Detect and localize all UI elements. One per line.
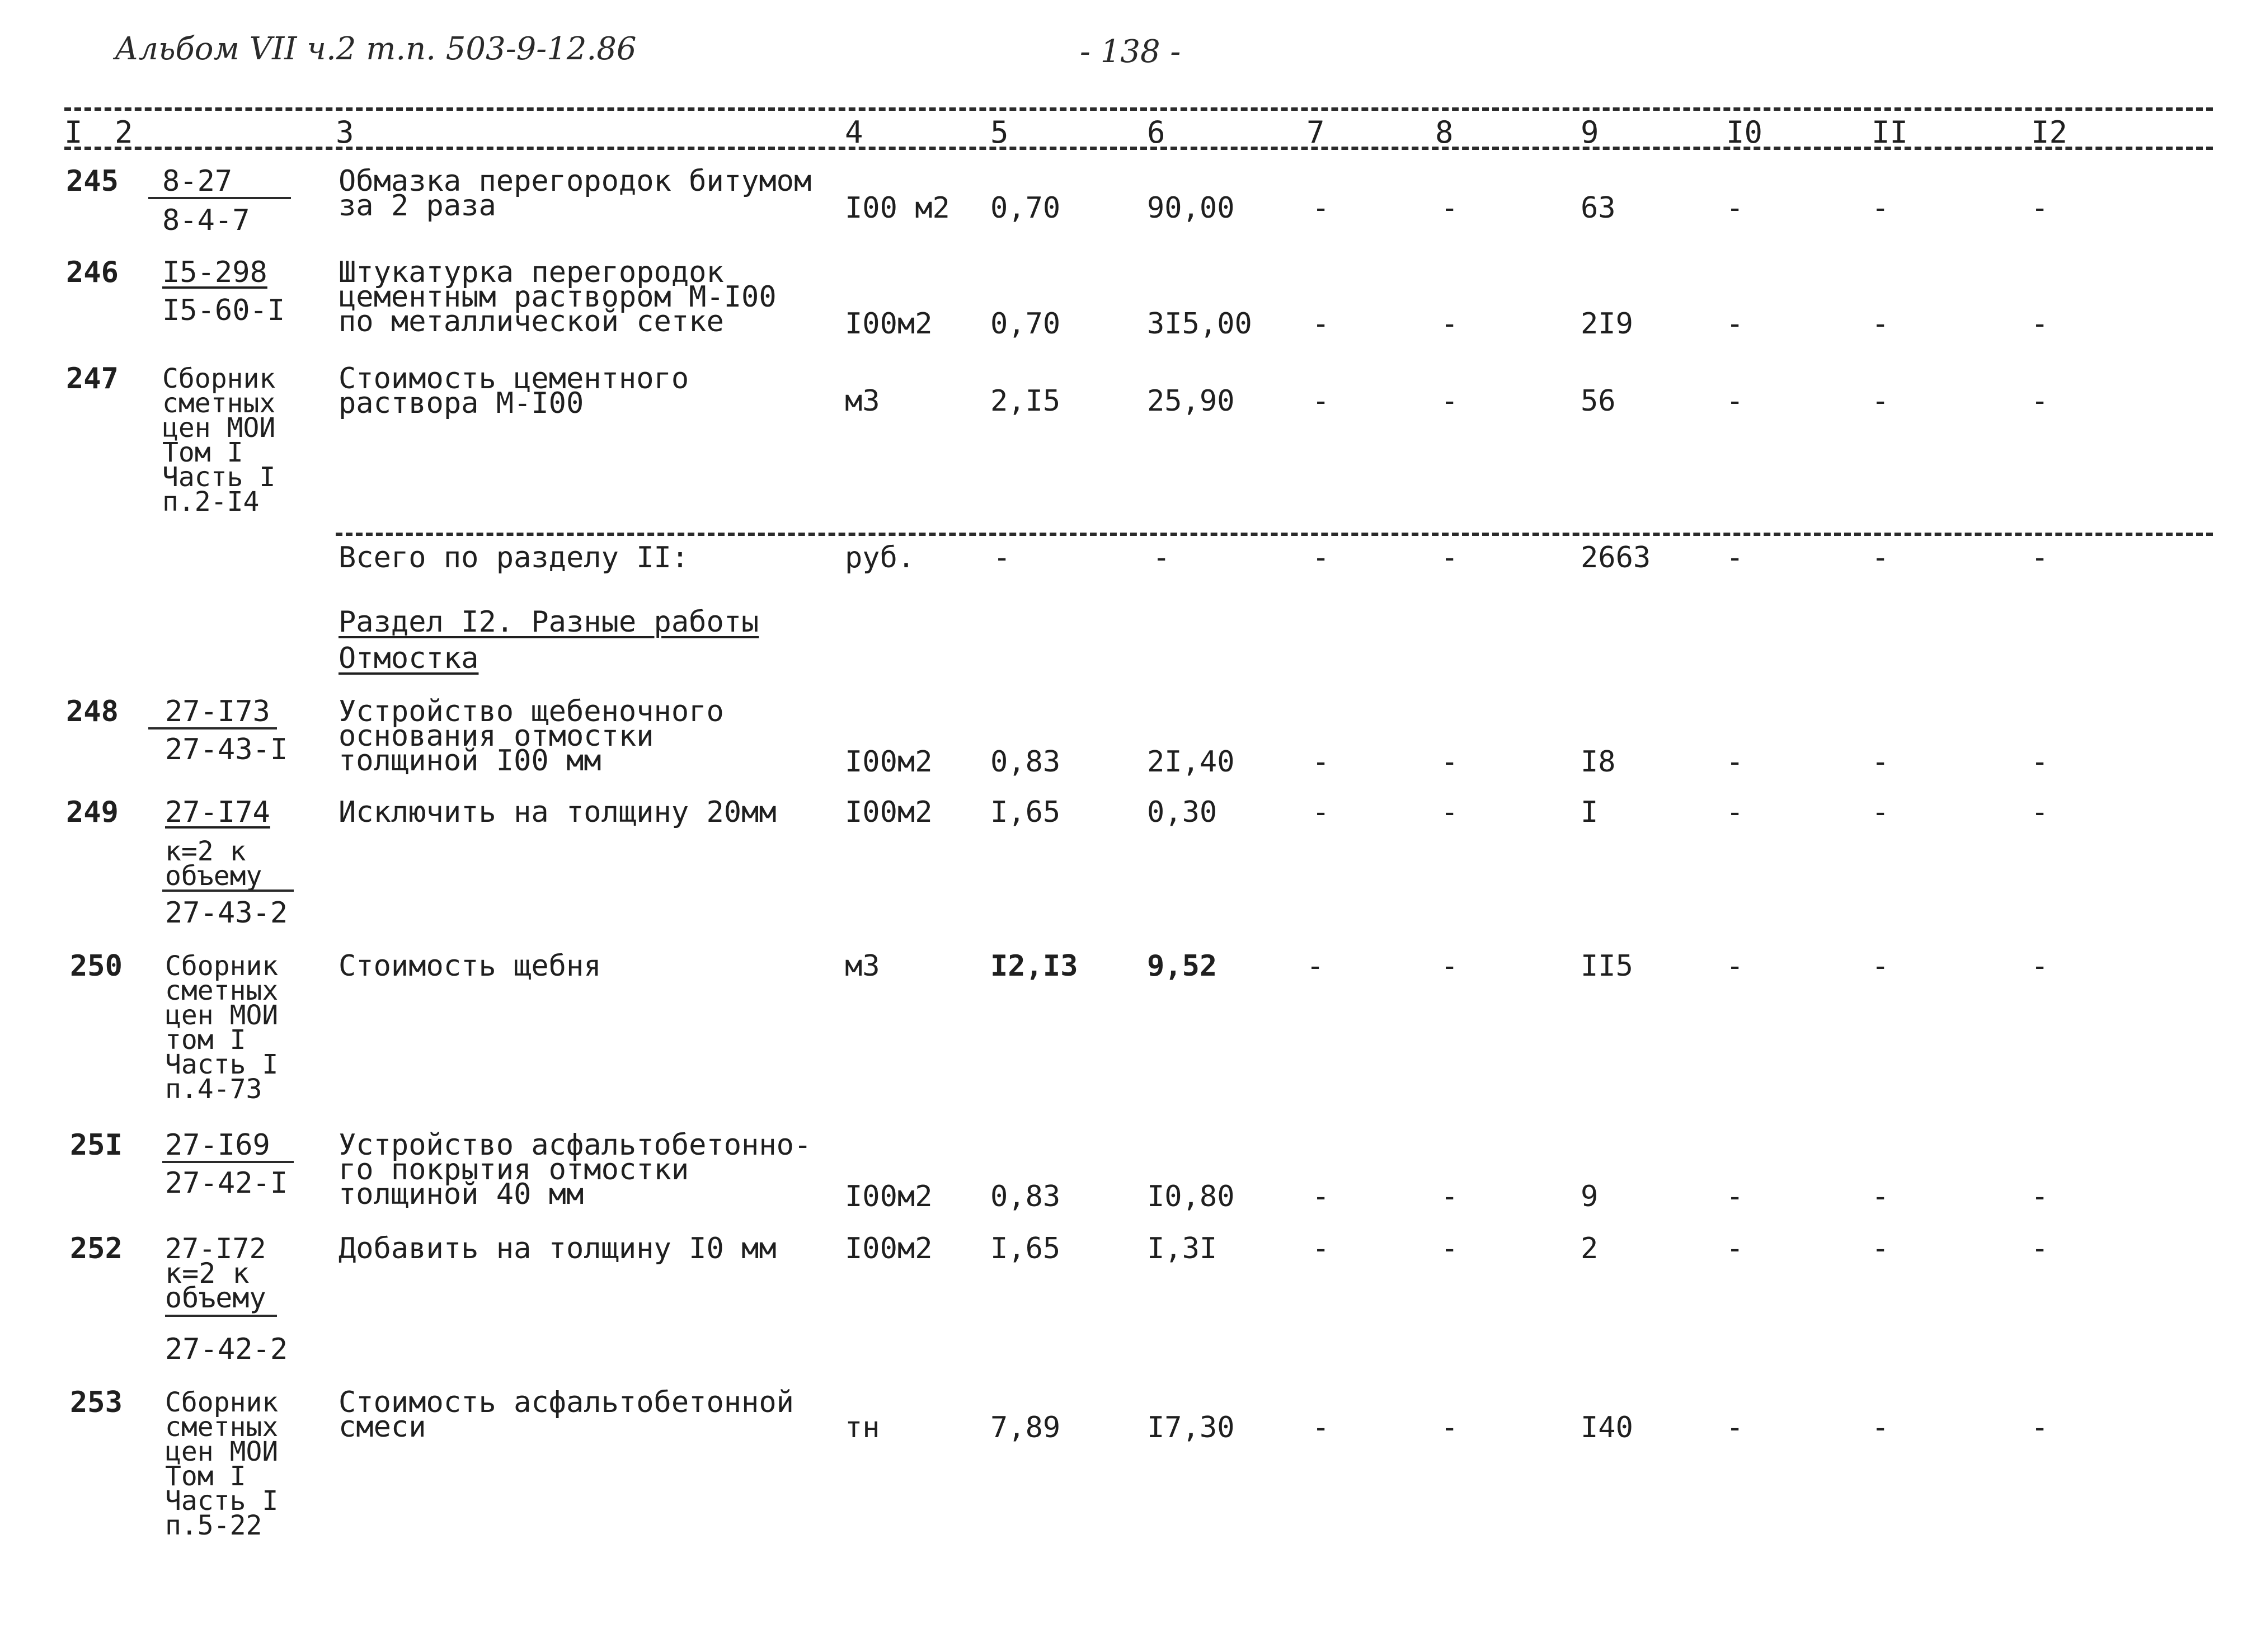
row-description: Устройство асфальтобетонно- го покрытия отмостки толщиной 40 мм	[339, 1128, 812, 1211]
total-col5: -	[993, 541, 1011, 575]
row-code-bottom: 27-42-I	[165, 1166, 288, 1200]
code-divider	[165, 1315, 277, 1317]
row-col10: -	[1726, 745, 1744, 779]
row-col11: -	[1872, 191, 1889, 225]
row-col7: -	[1312, 1232, 1330, 1265]
row-col10: -	[1726, 307, 1744, 341]
row-code-top: 8-27	[162, 164, 233, 198]
row-description: Добавить на толщину I0 мм	[339, 1232, 777, 1265]
row-col5: 0,83	[990, 1180, 1061, 1213]
col-header-2: 2	[115, 115, 133, 150]
row-col12: -	[2031, 1232, 2049, 1265]
row-col9: II5	[1581, 949, 1633, 983]
row-col9: 63	[1581, 191, 1616, 225]
row-code-top: 27-I74	[165, 796, 270, 829]
row-col9: I8	[1581, 745, 1616, 779]
total-label: Всего по разделу II:	[339, 541, 689, 575]
row-col10: -	[1726, 1232, 1744, 1265]
row-col6: I7,30	[1147, 1411, 1235, 1444]
row-number: 249	[66, 796, 119, 829]
col-header-9: 9	[1581, 115, 1599, 150]
col-header-4: 4	[845, 115, 863, 150]
row-col12: -	[2031, 949, 2049, 983]
row-col8: -	[1441, 307, 1459, 341]
row-code-bottom: I5-60-I	[162, 294, 285, 327]
row-unit: I00м2	[845, 307, 933, 341]
row-description: Стоимость асфальтобетонной смеси	[339, 1386, 794, 1444]
total-unit: руб.	[845, 541, 915, 575]
row-col9: I	[1581, 796, 1599, 829]
row-col8: -	[1441, 384, 1459, 418]
row-col11: -	[1872, 745, 1889, 779]
row-col12: -	[2031, 796, 2049, 829]
row-col6: 9,52	[1147, 949, 1217, 983]
code-divider	[148, 727, 277, 729]
row-unit: I00м2	[845, 796, 933, 829]
row-code-middle: к=2 к объему	[165, 836, 262, 892]
row-description: Обмазка перегородок битумом за 2 раза	[339, 164, 812, 223]
row-code-top: 27-I72 к=2 к объему	[165, 1232, 266, 1314]
row-col10: -	[1726, 796, 1744, 829]
row-code-top: Сборник сметных цен МОИ Том I Часть I п.5-22	[165, 1387, 279, 1541]
row-code-top: Сборник сметных цен МОИ том I Часть I п.4-73	[165, 950, 279, 1105]
row-col9: 2	[1581, 1232, 1599, 1265]
row-code-top: Сборник сметных цен МОИ Том I Часть I п.2-I4	[162, 363, 276, 517]
row-col9: I40	[1581, 1411, 1633, 1444]
row-code-bottom: 27-43-2	[165, 896, 288, 930]
row-col9: 56	[1581, 384, 1616, 418]
album-header: Альбом VII ч.2 т.п. 503-9-12.86	[115, 31, 637, 67]
row-col12: -	[2031, 1411, 2049, 1444]
total-rule	[336, 533, 2213, 536]
row-col5: 2,I5	[990, 384, 1061, 418]
row-col7: -	[1312, 384, 1330, 418]
row-col6: 25,90	[1147, 384, 1235, 418]
row-col8: -	[1441, 796, 1459, 829]
col-header-8: 8	[1435, 115, 1454, 150]
col-header-5: 5	[990, 115, 1009, 150]
row-number: 25I	[70, 1128, 123, 1162]
row-code-top: I5-298	[162, 256, 267, 289]
row-col12: -	[2031, 307, 2049, 341]
row-col5: 0,70	[990, 191, 1061, 225]
row-col8: -	[1441, 1411, 1459, 1444]
total-col12: -	[2031, 541, 2049, 575]
row-col8: -	[1441, 191, 1459, 225]
code-divider	[162, 1161, 294, 1163]
row-code-bottom: 27-43-I	[165, 733, 288, 766]
row-col7: -	[1312, 191, 1330, 225]
row-col12: -	[2031, 384, 2049, 418]
row-col5: I2,I3	[990, 949, 1078, 983]
row-col5: 0,83	[990, 745, 1061, 779]
row-col11: -	[1872, 307, 1889, 341]
row-col11: -	[1872, 384, 1889, 418]
total-col7: -	[1312, 541, 1330, 575]
row-col10: -	[1726, 1180, 1744, 1213]
row-col7: -	[1312, 1411, 1330, 1444]
row-description: Исключить на толщину 20мм	[339, 796, 777, 829]
row-number: 250	[70, 949, 123, 983]
row-col10: -	[1726, 949, 1744, 983]
row-col9: 9	[1581, 1180, 1599, 1213]
row-col5: I,65	[990, 1232, 1061, 1265]
col-header-7: 7	[1306, 115, 1325, 150]
code-divider	[162, 889, 294, 892]
col-header-12: I2	[2031, 115, 2068, 150]
row-code-bottom: 27-42-2	[165, 1333, 288, 1366]
row-unit: м3	[845, 949, 880, 983]
total-col6: -	[1153, 541, 1170, 575]
row-col11: -	[1872, 1232, 1889, 1265]
row-col9: 2I9	[1581, 307, 1633, 341]
col-header-11: II	[1872, 115, 1908, 150]
row-col6: 90,00	[1147, 191, 1235, 225]
row-number: 253	[70, 1386, 123, 1419]
row-col12: -	[2031, 191, 2049, 225]
row-number: 247	[66, 362, 119, 396]
total-col8: -	[1441, 541, 1459, 575]
row-col6: I,3I	[1147, 1232, 1217, 1265]
row-col11: -	[1872, 1180, 1889, 1213]
row-col6: 0,30	[1147, 796, 1217, 829]
row-code-top: 27-I73	[165, 695, 270, 728]
row-unit: I00м2	[845, 745, 933, 779]
header-rule-top	[64, 107, 2213, 111]
row-col7: -	[1306, 949, 1324, 983]
row-col10: -	[1726, 1411, 1744, 1444]
row-col12: -	[2031, 1180, 2049, 1213]
total-col10: -	[1726, 541, 1744, 575]
section-title: Раздел I2. Разные работы	[339, 605, 759, 639]
row-col5: 0,70	[990, 307, 1061, 341]
row-number: 245	[66, 164, 119, 198]
total-col9: 2663	[1581, 541, 1651, 575]
row-col5: 7,89	[990, 1411, 1061, 1444]
row-col7: -	[1312, 307, 1330, 341]
row-code-bottom: 8-4-7	[162, 204, 250, 237]
row-col10: -	[1726, 384, 1744, 418]
row-col8: -	[1441, 745, 1459, 779]
row-col7: -	[1312, 1180, 1330, 1213]
row-col6: 2I,40	[1147, 745, 1235, 779]
row-col7: -	[1312, 745, 1330, 779]
row-col11: -	[1872, 796, 1889, 829]
col-header-6: 6	[1147, 115, 1165, 150]
row-description: Штукатурка перегородок цементным раствором М-I00 по металлической сетке	[339, 256, 777, 338]
row-col6: I0,80	[1147, 1180, 1235, 1213]
row-col8: -	[1441, 1180, 1459, 1213]
row-col8: -	[1441, 1232, 1459, 1265]
row-unit: I00м2	[845, 1180, 933, 1213]
row-unit: I00м2	[845, 1232, 933, 1265]
row-unit: м3	[845, 384, 880, 418]
col-header-3: 3	[336, 115, 354, 150]
row-number: 248	[66, 695, 119, 728]
row-description: Устройство щебеночного основания отмостки толщиной I00 мм	[339, 695, 724, 778]
row-col12: -	[2031, 745, 2049, 779]
row-col8: -	[1441, 949, 1459, 983]
row-description: Стоимость щебня	[339, 949, 601, 983]
row-code-top: 27-I69	[165, 1128, 270, 1162]
row-col6: 3I5,00	[1147, 307, 1252, 341]
row-col11: -	[1872, 1411, 1889, 1444]
row-unit: I00 м2	[845, 191, 950, 225]
page-number: - 138 -	[1080, 34, 1181, 70]
code-divider	[148, 197, 291, 199]
row-number: 252	[70, 1232, 123, 1265]
section-subtitle: Отмостка	[339, 642, 479, 675]
col-header-1: I	[64, 115, 83, 150]
row-col5: I,65	[990, 796, 1061, 829]
row-number: 246	[66, 256, 119, 289]
row-description: Стоимость цементного раствора М-I00	[339, 362, 689, 420]
row-col10: -	[1726, 191, 1744, 225]
col-header-10: I0	[1726, 115, 1763, 150]
row-col11: -	[1872, 949, 1889, 983]
total-col11: -	[1872, 541, 1889, 575]
row-col7: -	[1312, 796, 1330, 829]
row-unit: тн	[845, 1411, 880, 1444]
